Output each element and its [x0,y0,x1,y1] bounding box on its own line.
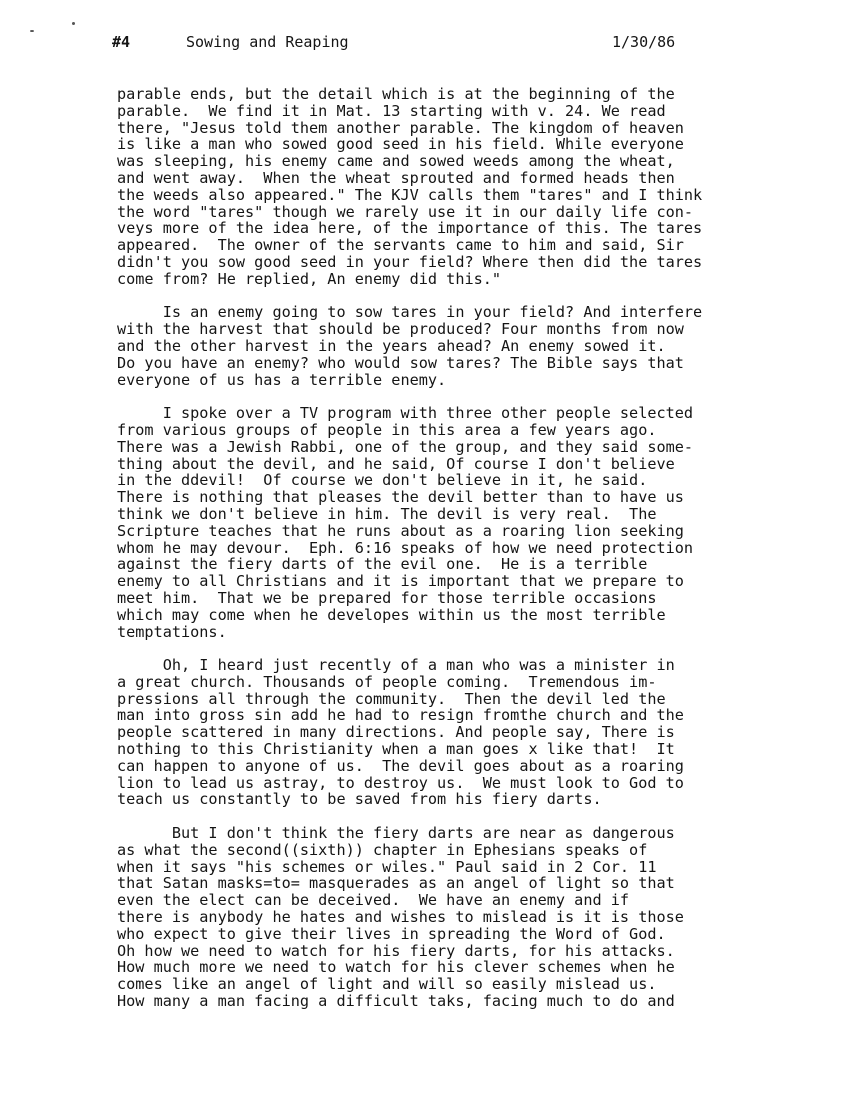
text-line: from various groups of people in this area a few years ago. [117,420,657,439]
scan-speck [30,30,34,32]
text-line: How many a man facing a difficult taks, facing much to do and [117,992,675,1011]
text-line: and the other harvest in the years ahead? An enemy sowed it. [117,336,666,355]
text-line: thing about the devil, and he said, Of course I don't believe [117,454,675,473]
text-line: in the ddevil! Of course we don't believe in it, he said. [117,471,648,490]
text-line: nothing to this Christianity when a man goes x like that! It [117,740,675,759]
text-line: whom he may devour. Eph. 6:16 speaks of how we need protection [117,538,694,557]
text-line: didn't you sow good seed in your field? Where then did the tares [117,252,703,271]
text-line: I spoke over a TV program with three other people selected [117,404,694,423]
text-line: appeared. The owner of the servants came to him and said, Sir [117,236,684,255]
text-line: there is anybody he hates and wishes to mislead is it is those [117,908,684,927]
text-line: against the fiery darts of the evil one. He is a terrible [117,555,648,574]
sermon-date: 1/30/86 [612,33,676,51]
text-line: who expect to give their lives in spreading the Word of God. [117,924,666,943]
text-line: Do you have an enemy? who would sow tares? The Bible says that [117,353,684,372]
text-line: parable ends, but the detail which is at the beginning of the [117,85,675,103]
text-line: pressions all through the community. Then the devil led the [117,689,666,708]
paragraph [117,825,797,1010]
text-line: as what the second((sixth)) chapter in Ephesians speaks of [117,840,648,859]
text-line: teach us constantly to be saved from his fiery darts. [117,790,602,809]
text-line: everyone of us has a terrible enemy. [117,370,447,389]
text-line: Scripture teaches that he runs about as a roaring lion seeking [117,521,684,540]
text-line: Oh, I heard just recently of a man who was a minister in [117,656,675,675]
page-header [112,33,692,55]
text-line: But I don't think the fiery darts are near as dangerous [117,824,675,843]
text-line: which may come when he developes within us the most terrible [117,605,666,624]
text-line: lion to lead us astray, to destroy us. We must look to God to [117,773,684,792]
text-line: when it says "his schemes or wiles." Paul said in 2 Cor. 11 [117,857,657,876]
text-line: veys more of the idea here, of the importance of this. The tares [117,219,703,238]
text-line: the weeds also appeared." The KJV calls them "tares" and I think [117,185,703,204]
body-text [117,86,797,1010]
text-line: and went away. When the wheat sprouted and formed heads then [117,168,675,187]
text-line: parable. We find it in Mat. 13 starting with v. 24. We read [117,101,666,120]
text-line: with the harvest that should be produced? Four months from now [117,320,684,339]
text-line: Is an enemy going to sow tares in your field? And interfere [117,303,703,322]
scan-speck [72,22,75,25]
paragraph [117,405,797,640]
text-line: is like a man who sowed good seed in his field. While everyone [117,135,684,154]
text-line: There is nothing that pleases the devil better than to have us [117,488,684,507]
text-line: man into gross sin add he had to resign fromthe church and the [117,706,684,725]
text-line: people scattered in many directions. And people say, There is [117,723,675,742]
text-line: Oh how we need to watch for his fiery darts, for his attacks. [117,941,675,960]
text-line: There was a Jewish Rabbi, one of the group, and they said some- [117,437,694,456]
page-number: #4 [112,33,131,51]
text-line: can happen to anyone of us. The devil goes about as a roaring [117,756,684,775]
text-line: was sleeping, his enemy came and sowed weeds among the wheat, [117,152,675,171]
text-line: a great church. Thousands of people coming. Tremendous im- [117,672,657,691]
text-line: enemy to all Christians and it is important that we prepare to [117,572,684,591]
text-line: come from? He replied, An enemy did this." [117,269,502,288]
paragraph [117,86,797,288]
text-line: meet him. That we be prepared for those terrible occasions [117,588,657,607]
text-line: that Satan masks=to= masquerades as an angel of light so that [117,874,675,893]
text-line: there, "Jesus told them another parable. The kingdom of heaven [117,118,684,137]
text-line: temptations. [117,622,227,641]
text-line: even the elect can be deceived. We have an enemy and if [117,891,630,910]
text-line: think we don't believe in him. The devil is very real. The [117,504,657,523]
text-line: comes like an angel of light and will so easily mislead us. [117,975,657,994]
paragraph [117,304,797,388]
paragraph [117,657,797,808]
text-line: the word "tares" though we rarely use it in our daily life con- [117,202,694,221]
text-line: How much more we need to watch for his clever schemes when he [117,958,675,977]
sermon-title: Sowing and Reaping [186,33,349,51]
